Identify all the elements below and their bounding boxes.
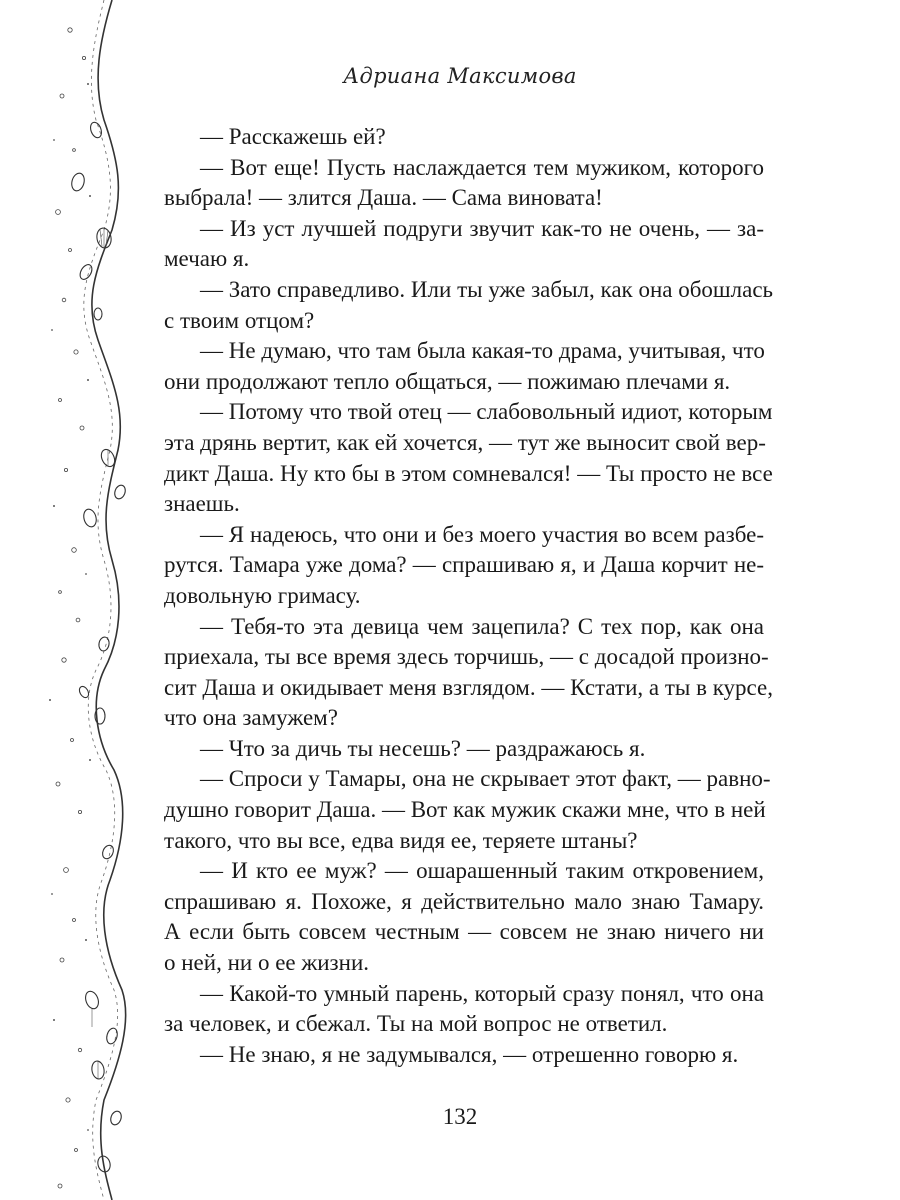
text-line: — Не думаю, что там была какая-то драма, учитывая, что <box>200 338 765 364</box>
paragraph <box>164 275 774 336</box>
paragraph <box>164 122 764 153</box>
text-line: рутся. Тамара уже дома? — спрашиваю я, и Даша корчит не- <box>164 552 764 578</box>
paragraph <box>164 397 773 519</box>
text-line: — Спроси у Тамары, она не скрывает этот факт, — равно- <box>200 766 771 792</box>
text-line: за человек, и сбежал. Ты на мой вопрос не ответил. <box>164 1011 668 1037</box>
text-line: спрашиваю я. Похоже, я действительно мало знаю Тамару. <box>164 888 764 914</box>
shell-icon <box>89 121 104 139</box>
text-line: что она замужем? <box>164 705 338 731</box>
shell-icon <box>78 263 95 282</box>
paragraph <box>164 734 764 765</box>
shoreline-inner-edge <box>84 0 118 1200</box>
text-line: — Что за дичь ты несешь? — раздражаюсь я. <box>200 735 646 761</box>
text-line: — Я надеюсь, что они и без моего участия во всем разбе- <box>200 521 764 547</box>
text-line: о ней, ни о ее жизни. <box>164 950 370 976</box>
shell-icon <box>83 989 100 1010</box>
text-line: — Вот еще! Пусть наслаждается тем мужиком, которого <box>200 154 764 180</box>
shell-icon <box>101 844 116 861</box>
paragraph <box>164 764 771 856</box>
text-line: — Какой-то умный парень, который сразу понял, что она <box>200 980 764 1006</box>
body-text <box>164 122 774 1070</box>
shell-icon <box>94 308 102 320</box>
text-line: — Тебя-то эта девица чем зацепила? С тех пор, как она <box>200 613 764 639</box>
text-line: знаешь. <box>164 491 240 517</box>
shell-icon <box>98 636 110 652</box>
page-number: 132 <box>442 1104 478 1129</box>
text-line: сит Даша и окидывает меня взглядом. — Кстати, а ты в курсе, <box>164 674 773 700</box>
text-line: они продолжают тепло общаться, — пожимаю плечами я. <box>164 368 731 394</box>
paragraph <box>164 520 764 612</box>
text-line: довольную гримасу. <box>164 582 361 608</box>
text-line: дикт Даша. Ну кто бы в этом сомневался! — Ты просто не все <box>164 460 773 486</box>
text-line: — Расскажешь ей? <box>200 124 386 149</box>
text-line: — Из уст лучшей подруги звучит как-то не очень, — за- <box>200 215 764 241</box>
text-line: приехала, ты все время здесь торчишь, — с досадой произно- <box>164 644 769 670</box>
paragraph <box>164 153 764 214</box>
paragraph <box>164 612 773 734</box>
text-line: мечаю я. <box>164 246 250 272</box>
paragraph <box>164 979 764 1040</box>
paragraph <box>164 214 764 275</box>
paragraph <box>164 856 764 978</box>
text-line: — Не знаю, я не задумывался, — отрешенно говорю я. <box>200 1041 739 1067</box>
paragraph <box>164 336 764 397</box>
text-line: такого, что вы все, едва видя ее, теряете штаны? <box>164 827 638 853</box>
shell-icon <box>113 484 127 501</box>
text-line: выбрала! — злится Даша. — Сама виновата! <box>164 185 603 211</box>
text-line: А если быть совсем честным — совсем не знаю ничего ни <box>164 919 764 945</box>
paragraph <box>164 1040 764 1071</box>
shell-icon <box>105 1027 119 1045</box>
text-line: — Зато справедливо. Или ты уже забыл, как она обошлась <box>200 276 774 302</box>
shell-icon <box>109 1110 123 1127</box>
text-line: эта дрянь вертит, как ей хочется, — тут же выносит свой вер- <box>164 429 766 455</box>
shoreline-edge <box>92 0 126 1200</box>
text-line: душно говорит Даша. — Вот как мужик скажи мне, что в ней <box>164 797 766 823</box>
shell-icon <box>70 172 86 192</box>
text-line: с твоим отцом? <box>164 307 315 333</box>
text-line: — Потому что твой отец — слабовольный идиот, которым <box>200 399 773 425</box>
shell-icon <box>82 508 98 528</box>
seashell-border-ornament <box>0 0 150 1200</box>
text-line: — И кто ее муж? — ошарашенный таким откровением, <box>200 858 764 884</box>
running-title: Адриана Максимова <box>343 64 577 88</box>
